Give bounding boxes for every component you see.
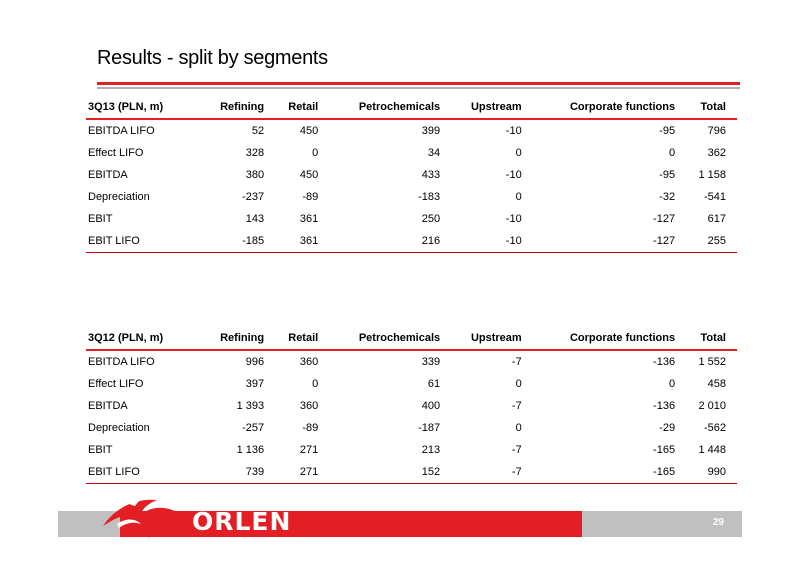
table-cell: 400 [421, 400, 441, 412]
table-column-header: Refining [220, 332, 265, 344]
table-cell: 0 [515, 378, 522, 390]
table-cell: -257 [242, 422, 265, 434]
table-cell: 362 [707, 147, 726, 159]
table-cell: 433 [421, 169, 441, 181]
row-label: EBIT LIFO [86, 461, 202, 484]
table-column-header: Petrochemicals [358, 101, 441, 113]
table-column-header: Upstream [470, 101, 522, 113]
table-cell: -541 [703, 191, 726, 203]
table-cell: 990 [686, 461, 737, 484]
row-label: Effect LIFO [88, 147, 144, 159]
table-cell: 450 [299, 125, 319, 137]
brand-logo-text: ORLEN [192, 507, 292, 536]
table-cell: 213 [421, 444, 441, 456]
table-cell: 1 158 [698, 169, 726, 181]
table-cell: -89 [302, 191, 319, 203]
table-cell: 1 393 [236, 400, 265, 412]
table-cell: -29 [659, 422, 676, 434]
table-column-header: Total [700, 101, 726, 113]
table-cell: 34 [427, 147, 441, 159]
table-cell: 250 [421, 213, 441, 225]
table-row [86, 119, 737, 142]
table-cell: -187 [418, 422, 441, 434]
table-cell: 380 [245, 169, 265, 181]
table-cell: -7 [451, 461, 533, 484]
table-cell: 0 [515, 147, 522, 159]
table-row [86, 461, 737, 484]
table-cell: 399 [421, 125, 441, 137]
table-column-header: Petrochemicals [358, 332, 441, 344]
table-cell: 361 [275, 230, 329, 253]
table-cell: 255 [686, 230, 737, 253]
table-cell: -10 [505, 213, 522, 225]
table-cell: -95 [659, 169, 676, 181]
page-title: Results - split by segments [97, 47, 328, 69]
table-cell: 271 [299, 444, 319, 456]
table-cell: 143 [245, 213, 265, 225]
table-column-header: Retail [288, 101, 319, 113]
footer-grey-right [582, 511, 742, 537]
table-cell: -89 [302, 422, 319, 434]
table-cell: -7 [511, 356, 522, 368]
table-column-header: Corporate functions [569, 101, 676, 113]
table-cell: 739 [202, 461, 275, 484]
table-cell: 52 [251, 125, 265, 137]
segment-table-3q12 [86, 327, 737, 484]
table-cell: -136 [653, 356, 676, 368]
table-column-header: Total [700, 332, 726, 344]
table-row [86, 186, 737, 208]
table-cell: 61 [427, 378, 441, 390]
table-row [86, 208, 737, 230]
table-cell: 0 [668, 147, 676, 159]
table-cell: -127 [653, 213, 676, 225]
table-period-header: 3Q12 (PLN, m) [88, 332, 164, 344]
row-label: EBIT [88, 213, 113, 225]
table-cell: -10 [505, 125, 522, 137]
table-cell: -185 [202, 230, 275, 253]
row-label: EBIT [88, 444, 113, 456]
table-cell: -562 [703, 422, 726, 434]
table-cell: 0 [312, 378, 319, 390]
table-cell: -183 [418, 191, 441, 203]
table-row [86, 417, 737, 439]
table-cell: 339 [421, 356, 441, 368]
table-column-header: Upstream [470, 332, 522, 344]
title-divider-grey [97, 87, 740, 89]
table-cell: 271 [275, 461, 329, 484]
table-row [86, 350, 737, 373]
row-label: EBITDA [88, 400, 128, 412]
table-row [86, 142, 737, 164]
table-cell: 328 [245, 147, 265, 159]
page-number: 29 [712, 517, 724, 528]
table-cell: 152 [329, 461, 451, 484]
row-label: EBITDA LIFO [88, 125, 155, 137]
table-cell: -7 [511, 444, 522, 456]
table-cell: -237 [242, 191, 265, 203]
table-cell: -165 [533, 461, 686, 484]
row-label: Depreciation [88, 191, 150, 203]
table-row [86, 373, 737, 395]
table-cell: -165 [653, 444, 676, 456]
table-row [86, 230, 737, 253]
table-cell: 216 [329, 230, 451, 253]
table-row [86, 439, 737, 461]
table-cell: 0 [515, 422, 522, 434]
table-cell: 796 [707, 125, 726, 137]
table-cell: -32 [659, 191, 676, 203]
table-cell: -127 [533, 230, 686, 253]
table-cell: 458 [707, 378, 726, 390]
table-header-row [86, 96, 737, 119]
table-cell: 361 [299, 213, 319, 225]
table-cell: 0 [668, 378, 676, 390]
row-label: EBITDA LIFO [88, 356, 155, 368]
row-label: Effect LIFO [88, 378, 144, 390]
table-cell: -10 [505, 169, 522, 181]
table-column-header: Retail [288, 332, 319, 344]
table-cell: 996 [245, 356, 265, 368]
table-cell: 0 [312, 147, 319, 159]
table-cell: 617 [707, 213, 726, 225]
table-row [86, 395, 737, 417]
table-cell: 2 010 [698, 400, 726, 412]
table-cell: 360 [299, 400, 319, 412]
table-cell: 397 [245, 378, 265, 390]
table-cell: 360 [299, 356, 319, 368]
table-period-header: 3Q13 (PLN, m) [88, 101, 164, 113]
table-cell: -7 [511, 400, 522, 412]
table-column-header: Corporate functions [569, 332, 676, 344]
table-cell: -95 [659, 125, 676, 137]
table-cell: 450 [299, 169, 319, 181]
table-cell: 1 552 [698, 356, 726, 368]
table-column-header: Refining [220, 101, 265, 113]
orlen-eagle-logo-icon [95, 490, 190, 542]
row-label: EBIT LIFO [86, 230, 202, 253]
table-header-row [86, 327, 737, 350]
table-cell: 1 136 [236, 444, 265, 456]
title-divider-red [97, 82, 740, 85]
table-cell: -10 [451, 230, 533, 253]
table-cell: 0 [515, 191, 522, 203]
table-cell: -136 [653, 400, 676, 412]
row-label: EBITDA [88, 169, 128, 181]
table-cell: 1 448 [698, 444, 726, 456]
table-row [86, 164, 737, 186]
segment-table-3q13 [86, 96, 737, 253]
row-label: Depreciation [88, 422, 150, 434]
